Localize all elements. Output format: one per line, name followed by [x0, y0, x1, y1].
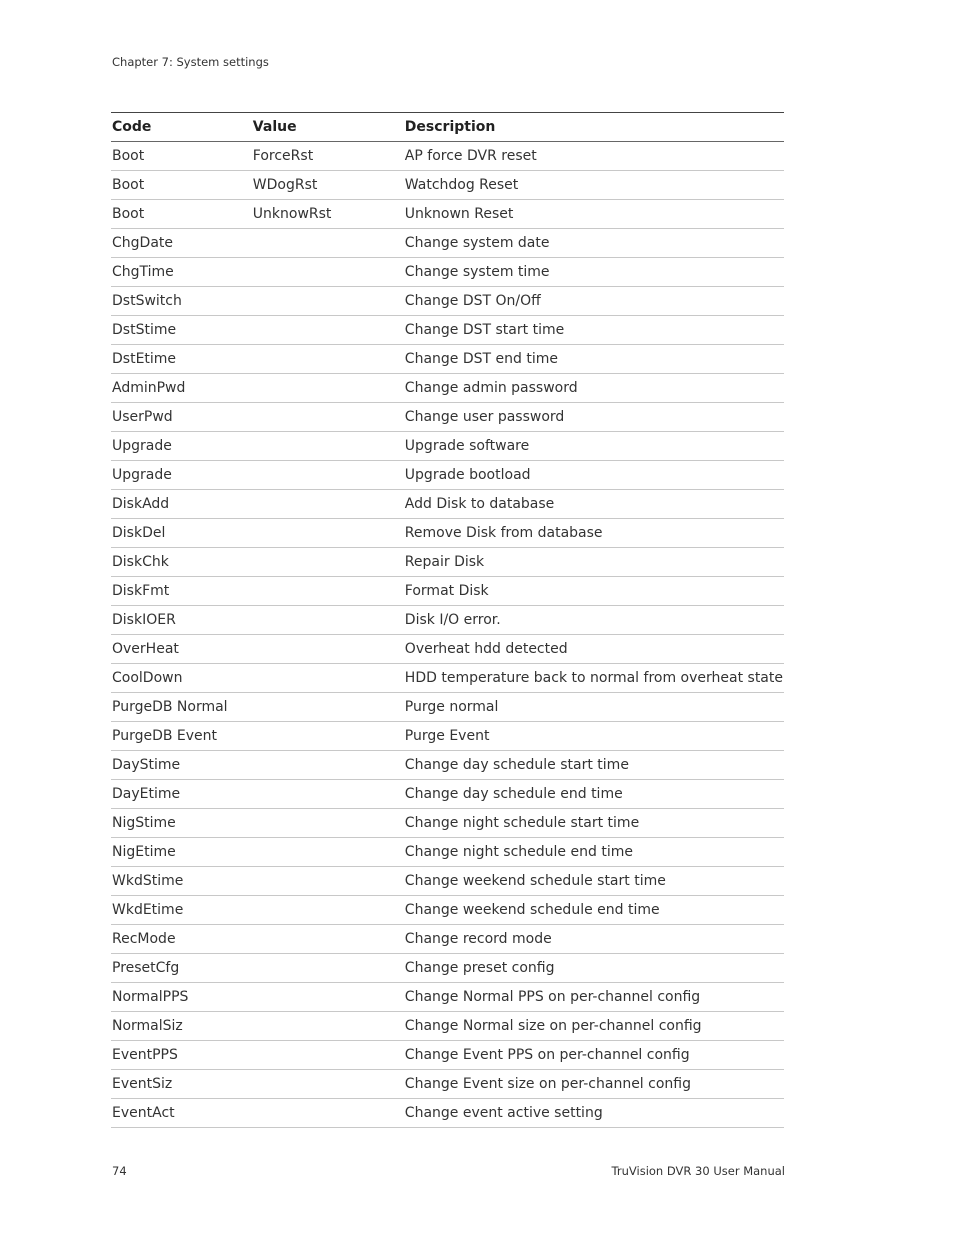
cell-value: [252, 287, 404, 316]
table-row: [111, 780, 784, 809]
cell-code: NigStime: [111, 809, 252, 838]
column-header-code: Code: [111, 113, 252, 142]
cell-code: EventSiz: [111, 1070, 252, 1099]
cell-code: DayStime: [111, 751, 252, 780]
cell-value: [252, 954, 404, 983]
table-row: [111, 461, 784, 490]
cell-description: Purge Event: [404, 722, 784, 751]
cell-value: [252, 519, 404, 548]
cell-description: Add Disk to database: [404, 490, 784, 519]
cell-description: Change night schedule start time: [404, 809, 784, 838]
table-row: [111, 983, 784, 1012]
page-number: 74: [112, 1164, 127, 1178]
cell-value: WDogRst: [252, 171, 404, 200]
cell-value: [252, 548, 404, 577]
cell-code: DstSwitch: [111, 287, 252, 316]
cell-code: NormalPPS: [111, 983, 252, 1012]
cell-value: [252, 403, 404, 432]
cell-value: [252, 1099, 404, 1128]
cell-code: Boot: [111, 142, 252, 171]
cell-code: DstEtime: [111, 345, 252, 374]
cell-description: Change system date: [404, 229, 784, 258]
cell-code: PurgeDB Normal: [111, 693, 252, 722]
table-row: [111, 258, 784, 287]
cell-value: [252, 258, 404, 287]
cell-description: Change Event PPS on per-channel config: [404, 1041, 784, 1070]
table-body: [111, 142, 784, 1128]
cell-value: [252, 635, 404, 664]
manual-title: TruVision DVR 30 User Manual: [611, 1164, 785, 1178]
cell-value: [252, 229, 404, 258]
table-row: [111, 577, 784, 606]
table-row: [111, 838, 784, 867]
cell-code: NormalSiz: [111, 1012, 252, 1041]
cell-description: Format Disk: [404, 577, 784, 606]
table-row: [111, 1099, 784, 1128]
cell-description: Change weekend schedule end time: [404, 896, 784, 925]
cell-code: Boot: [111, 171, 252, 200]
cell-value: [252, 316, 404, 345]
cell-code: DayEtime: [111, 780, 252, 809]
cell-description: Change event active setting: [404, 1099, 784, 1128]
cell-description: Purge normal: [404, 693, 784, 722]
cell-description: Change DST start time: [404, 316, 784, 345]
table-row: [111, 751, 784, 780]
cell-value: [252, 1012, 404, 1041]
cell-code: Boot: [111, 200, 252, 229]
cell-description: Change day schedule end time: [404, 780, 784, 809]
cell-description: Unknown Reset: [404, 200, 784, 229]
table-row: [111, 432, 784, 461]
cell-code: OverHeat: [111, 635, 252, 664]
cell-code: DstStime: [111, 316, 252, 345]
cell-value: [252, 838, 404, 867]
cell-description: Change system time: [404, 258, 784, 287]
cell-code: NigEtime: [111, 838, 252, 867]
table-row: [111, 229, 784, 258]
cell-description: Change day schedule start time: [404, 751, 784, 780]
table-row: [111, 287, 784, 316]
cell-description: Change Normal size on per-channel config: [404, 1012, 784, 1041]
cell-value: [252, 664, 404, 693]
table-row: [111, 925, 784, 954]
table-row: [111, 490, 784, 519]
table-row: [111, 635, 784, 664]
cell-value: [252, 461, 404, 490]
table-row: [111, 519, 784, 548]
cell-value: [252, 925, 404, 954]
cell-code: WkdStime: [111, 867, 252, 896]
cell-description: Change preset config: [404, 954, 784, 983]
cell-code: AdminPwd: [111, 374, 252, 403]
cell-code: DiskIOER: [111, 606, 252, 635]
cell-description: Watchdog Reset: [404, 171, 784, 200]
table-row: [111, 548, 784, 577]
cell-code: EventAct: [111, 1099, 252, 1128]
cell-code: DiskAdd: [111, 490, 252, 519]
table-row: [111, 142, 784, 171]
cell-description: Change night schedule end time: [404, 838, 784, 867]
cell-description: Change weekend schedule start time: [404, 867, 784, 896]
table-row: [111, 809, 784, 838]
table-row: [111, 171, 784, 200]
cell-value: [252, 345, 404, 374]
table-row: [111, 896, 784, 925]
cell-value: [252, 983, 404, 1012]
cell-code: Upgrade: [111, 432, 252, 461]
cell-value: [252, 577, 404, 606]
table-row: [111, 1041, 784, 1070]
cell-description: Upgrade bootload: [404, 461, 784, 490]
cell-description: Change user password: [404, 403, 784, 432]
table-row: [111, 403, 784, 432]
cell-code: ChgTime: [111, 258, 252, 287]
column-header-value: Value: [252, 113, 404, 142]
cell-value: [252, 1041, 404, 1070]
cell-description: Overheat hdd detected: [404, 635, 784, 664]
table-row: [111, 1012, 784, 1041]
cell-code: DiskFmt: [111, 577, 252, 606]
cell-value: [252, 896, 404, 925]
table-header-row: [111, 113, 784, 142]
cell-description: Repair Disk: [404, 548, 784, 577]
running-header: Chapter 7: System settings: [112, 55, 269, 69]
cell-value: [252, 1070, 404, 1099]
table-row: [111, 867, 784, 896]
cell-value: [252, 606, 404, 635]
cell-value: ForceRst: [252, 142, 404, 171]
table-row: [111, 200, 784, 229]
cell-description: Remove Disk from database: [404, 519, 784, 548]
cell-description: AP force DVR reset: [404, 142, 784, 171]
cell-value: UnknowRst: [252, 200, 404, 229]
cell-code: DiskChk: [111, 548, 252, 577]
cell-description: Change record mode: [404, 925, 784, 954]
cell-code: WkdEtime: [111, 896, 252, 925]
cell-value: [252, 432, 404, 461]
column-header-description: Description: [404, 113, 784, 142]
cell-description: Change DST end time: [404, 345, 784, 374]
cell-code: CoolDown: [111, 664, 252, 693]
table-row: [111, 664, 784, 693]
cell-code: EventPPS: [111, 1041, 252, 1070]
table-row: [111, 1070, 784, 1099]
cell-value: [252, 867, 404, 896]
cell-value: [252, 780, 404, 809]
cell-description: HDD temperature back to normal from overheat state: [404, 664, 784, 693]
cell-description: Upgrade software: [404, 432, 784, 461]
cell-code: DiskDel: [111, 519, 252, 548]
cell-code: Upgrade: [111, 461, 252, 490]
cell-code: PresetCfg: [111, 954, 252, 983]
table-row: [111, 316, 784, 345]
table-row: [111, 345, 784, 374]
cell-value: [252, 374, 404, 403]
table-row: [111, 374, 784, 403]
cell-value: [252, 751, 404, 780]
cell-description: Disk I/O error.: [404, 606, 784, 635]
cell-value: [252, 693, 404, 722]
cell-description: Change admin password: [404, 374, 784, 403]
table-row: [111, 954, 784, 983]
event-code-table: [111, 112, 784, 1128]
cell-value: [252, 809, 404, 838]
cell-code: ChgDate: [111, 229, 252, 258]
cell-code: PurgeDB Event: [111, 722, 252, 751]
cell-code: UserPwd: [111, 403, 252, 432]
table-row: [111, 606, 784, 635]
cell-description: Change Event size on per-channel config: [404, 1070, 784, 1099]
cell-code: RecMode: [111, 925, 252, 954]
cell-description: Change DST On/Off: [404, 287, 784, 316]
cell-description: Change Normal PPS on per-channel config: [404, 983, 784, 1012]
table-row: [111, 693, 784, 722]
table-row: [111, 722, 784, 751]
cell-value: [252, 490, 404, 519]
cell-value: [252, 722, 404, 751]
